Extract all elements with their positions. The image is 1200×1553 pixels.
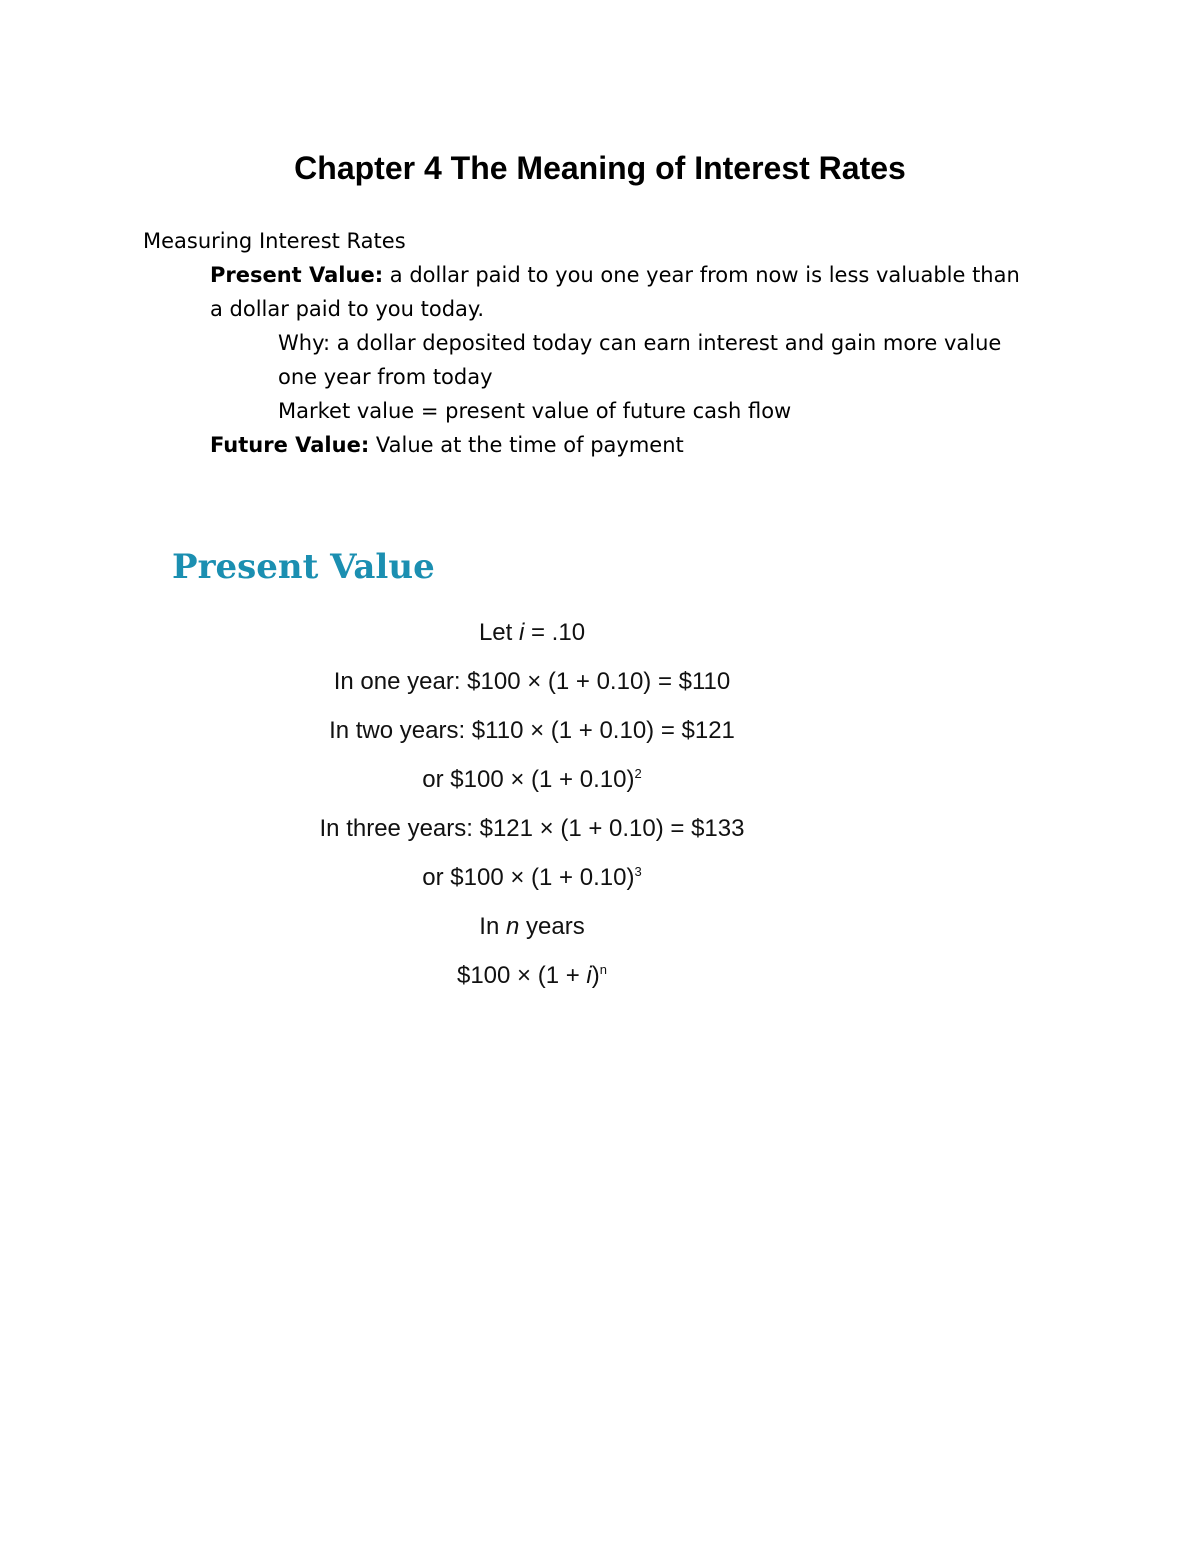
formula-text: Let [478, 619, 519, 646]
formula-text: or $100 × (1 + 0.10) [422, 766, 635, 793]
formula-two-years: In two years: $110 × (1 + 0.10) = $121 [329, 717, 735, 744]
formula-three-years: In three years: $121 × (1 + 0.10) = $133 [319, 815, 745, 842]
exponent: 3 [634, 864, 642, 879]
why-continuation: one year from today [278, 365, 493, 389]
present-value-term: Present Value: [210, 263, 384, 287]
formula-block [232, 608, 832, 1000]
variable-n: n [505, 913, 520, 940]
variable-i: i [586, 962, 592, 989]
exponent: n [599, 962, 607, 977]
formula-text: or $100 × (1 + 0.10) [422, 864, 635, 891]
formula-text: $100 × (1 + [456, 962, 587, 989]
formula-general [232, 951, 832, 1000]
page-title: Chapter 4 The Meaning of Interest Rates [294, 150, 906, 186]
future-value-definition [143, 428, 1063, 462]
formula-or-cubed [232, 853, 832, 902]
future-value-term: Future Value: [210, 433, 370, 457]
notes-body [143, 224, 1063, 462]
formula-text: In [479, 913, 506, 940]
variable-i: i [518, 619, 525, 646]
formula-one-year: In one year: $100 × (1 + 0.10) = $110 [333, 668, 731, 695]
formula-n-years [232, 902, 832, 951]
formula-let-i [232, 608, 832, 657]
present-value-continuation: a dollar paid to you today. [210, 297, 485, 321]
section-heading: Measuring Interest Rates [143, 229, 406, 253]
formula-or-squared [232, 755, 832, 804]
formula-text: ) [591, 962, 600, 989]
formula-text: = .10 [524, 619, 586, 646]
market-value-note: Market value = present value of future cash flow [278, 399, 792, 423]
slide-heading: Present Value [172, 547, 435, 587]
present-value-text: a dollar paid to you one year from now is less valuable than [383, 263, 1020, 287]
formula-text: years [519, 913, 585, 940]
exponent: 2 [634, 766, 642, 781]
why-explanation: Why: a dollar deposited today can earn interest and gain more value [278, 331, 1002, 355]
future-value-text: Value at the time of payment [369, 433, 684, 457]
present-value-definition [143, 258, 1063, 292]
